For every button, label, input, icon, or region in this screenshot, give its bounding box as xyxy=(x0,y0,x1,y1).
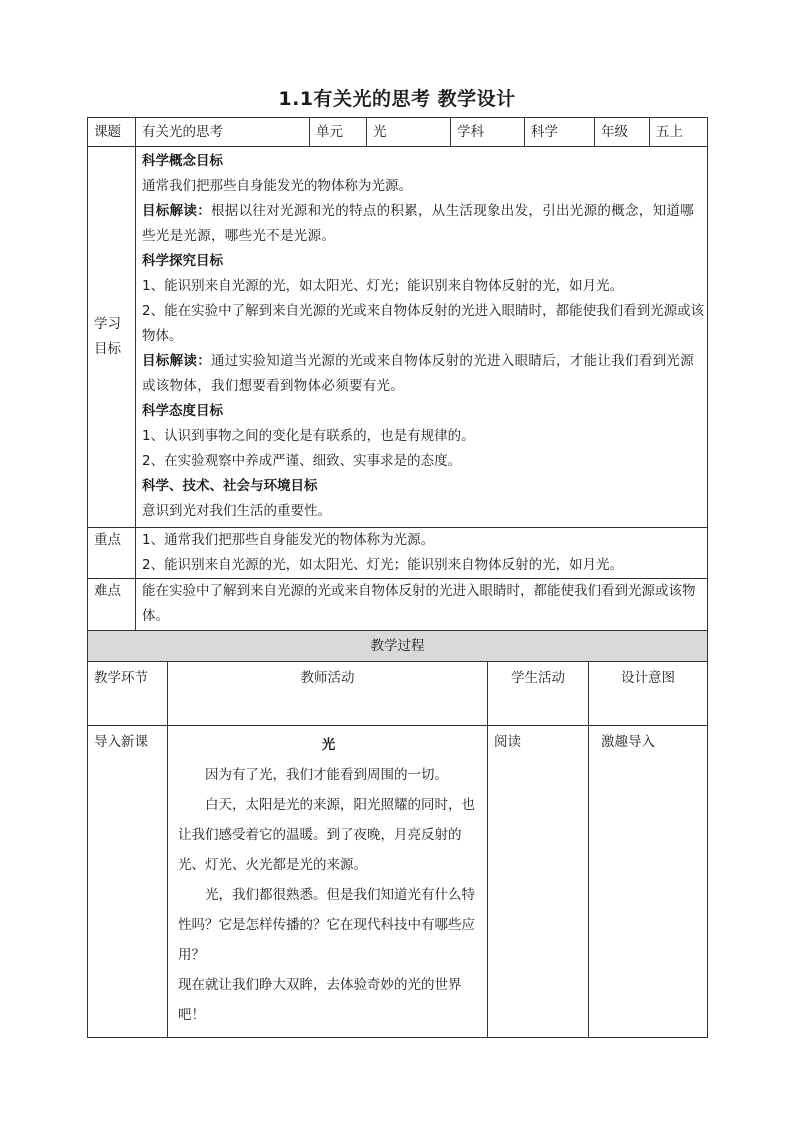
info-table xyxy=(87,117,708,631)
key-point-1: 1、通常我们把那些自身能发光的物体称为光源。 xyxy=(142,532,435,548)
unit-value: 光 xyxy=(367,118,451,147)
teacher-paragraph-2: 白天，太阳是光的来源，阳光照耀的同时，也让我们感受着它的温暖。到了夜晚，月亮反射的光、灯光、火光都是光的来源。 xyxy=(178,797,475,873)
difficulty-text: 能在实验中了解到来自光源的光或来自物体反射的光进入眼睛时，都能使我们看到光源或该物体。 xyxy=(136,579,708,631)
grade-value: 五上 xyxy=(650,118,708,147)
col-stage: 教学环节 xyxy=(88,662,168,726)
concept-text: 通常我们把那些自身能发光的物体称为光源。 xyxy=(142,178,412,194)
teacher-paragraph-1: 因为有了光，我们才能看到周围的一切。 xyxy=(205,767,448,783)
stage-intro: 导入新课 xyxy=(88,726,168,1038)
topic-label: 课题 xyxy=(88,118,136,147)
attitude-heading: 科学态度目标 xyxy=(142,403,223,419)
process-header: 教学过程 xyxy=(88,631,708,662)
subject-value: 科学 xyxy=(525,118,595,147)
attitude-item-1: 1、认识到事物之间的变化是有联系的，也是有规律的。 xyxy=(142,428,475,444)
objectives-row xyxy=(88,147,708,528)
key-points-label: 重点 xyxy=(88,528,136,579)
attitude-item-2: 2、在实验观察中养成严谨、细致、实事求是的态度。 xyxy=(142,453,462,469)
stse-heading: 科学、技术、社会与环境目标 xyxy=(142,478,318,494)
grade-label: 年级 xyxy=(595,118,650,147)
inquiry-interpretation: 目标解读：通过实验知道当光源的光或来自物体反射的光进入眼睛后，才能让我们看到光源或该物体，我们想要看到物体必须要有光。 xyxy=(142,353,694,394)
difficulty-label: 难点 xyxy=(88,579,136,631)
process-table xyxy=(87,630,708,1038)
inquiry-item-2: 2、能在实验中了解到来自光源的光或来自物体反射的光进入眼睛时，都能使我们看到光源或该物体。 xyxy=(142,303,705,344)
concept-heading: 科学概念目标 xyxy=(142,153,223,169)
process-row-intro xyxy=(88,726,708,1038)
student-activity: 阅读 xyxy=(488,726,589,1038)
process-header-row xyxy=(88,631,708,662)
col-teacher: 教师活动 xyxy=(168,662,488,726)
unit-label: 单元 xyxy=(310,118,367,147)
page-title: 1.1有关光的思考 教学设计 xyxy=(278,88,516,110)
col-student: 学生活动 xyxy=(488,662,589,726)
objectives-label: 学习 目标 xyxy=(88,147,136,528)
key-points-row xyxy=(88,528,708,579)
col-intent: 设计意图 xyxy=(589,662,708,726)
difficulty-row xyxy=(88,579,708,631)
teacher-activity xyxy=(168,726,488,1038)
topic-value: 有关光的思考 xyxy=(136,118,310,147)
inquiry-item-1: 1、能识别来自光源的光，如太阳光、灯光；能识别来自物体反射的光，如月光。 xyxy=(142,278,624,294)
objectives-content xyxy=(136,147,708,528)
key-point-2: 2、能识别来自光源的光，如太阳光、灯光；能识别来自物体反射的光，如月光。 xyxy=(142,557,624,573)
stse-text: 意识到光对我们生活的重要性。 xyxy=(142,503,331,519)
info-row xyxy=(88,118,708,147)
key-points-content xyxy=(136,528,708,579)
teacher-paragraph-3: 光，我们都很熟悉。但是我们知道光有什么特性吗？它是怎样传播的？它在现代科技中有哪些应用？ xyxy=(178,887,475,963)
process-columns-row xyxy=(88,662,708,726)
teacher-activity-title: 光 xyxy=(321,737,336,753)
inquiry-heading: 科学探究目标 xyxy=(142,253,223,269)
concept-interpretation: 目标解读：根据以往对光源和光的特点的积累，从生活现象出发，引出光源的概念，知道哪些光是光源，哪些光不是光源。 xyxy=(142,203,694,244)
design-intent: 激趣导入 xyxy=(589,726,708,1038)
subject-label: 学科 xyxy=(451,118,525,147)
teacher-paragraph-4: 现在就让我们睁大双眸，去体验奇妙的光的世界吧！ xyxy=(178,977,462,1023)
